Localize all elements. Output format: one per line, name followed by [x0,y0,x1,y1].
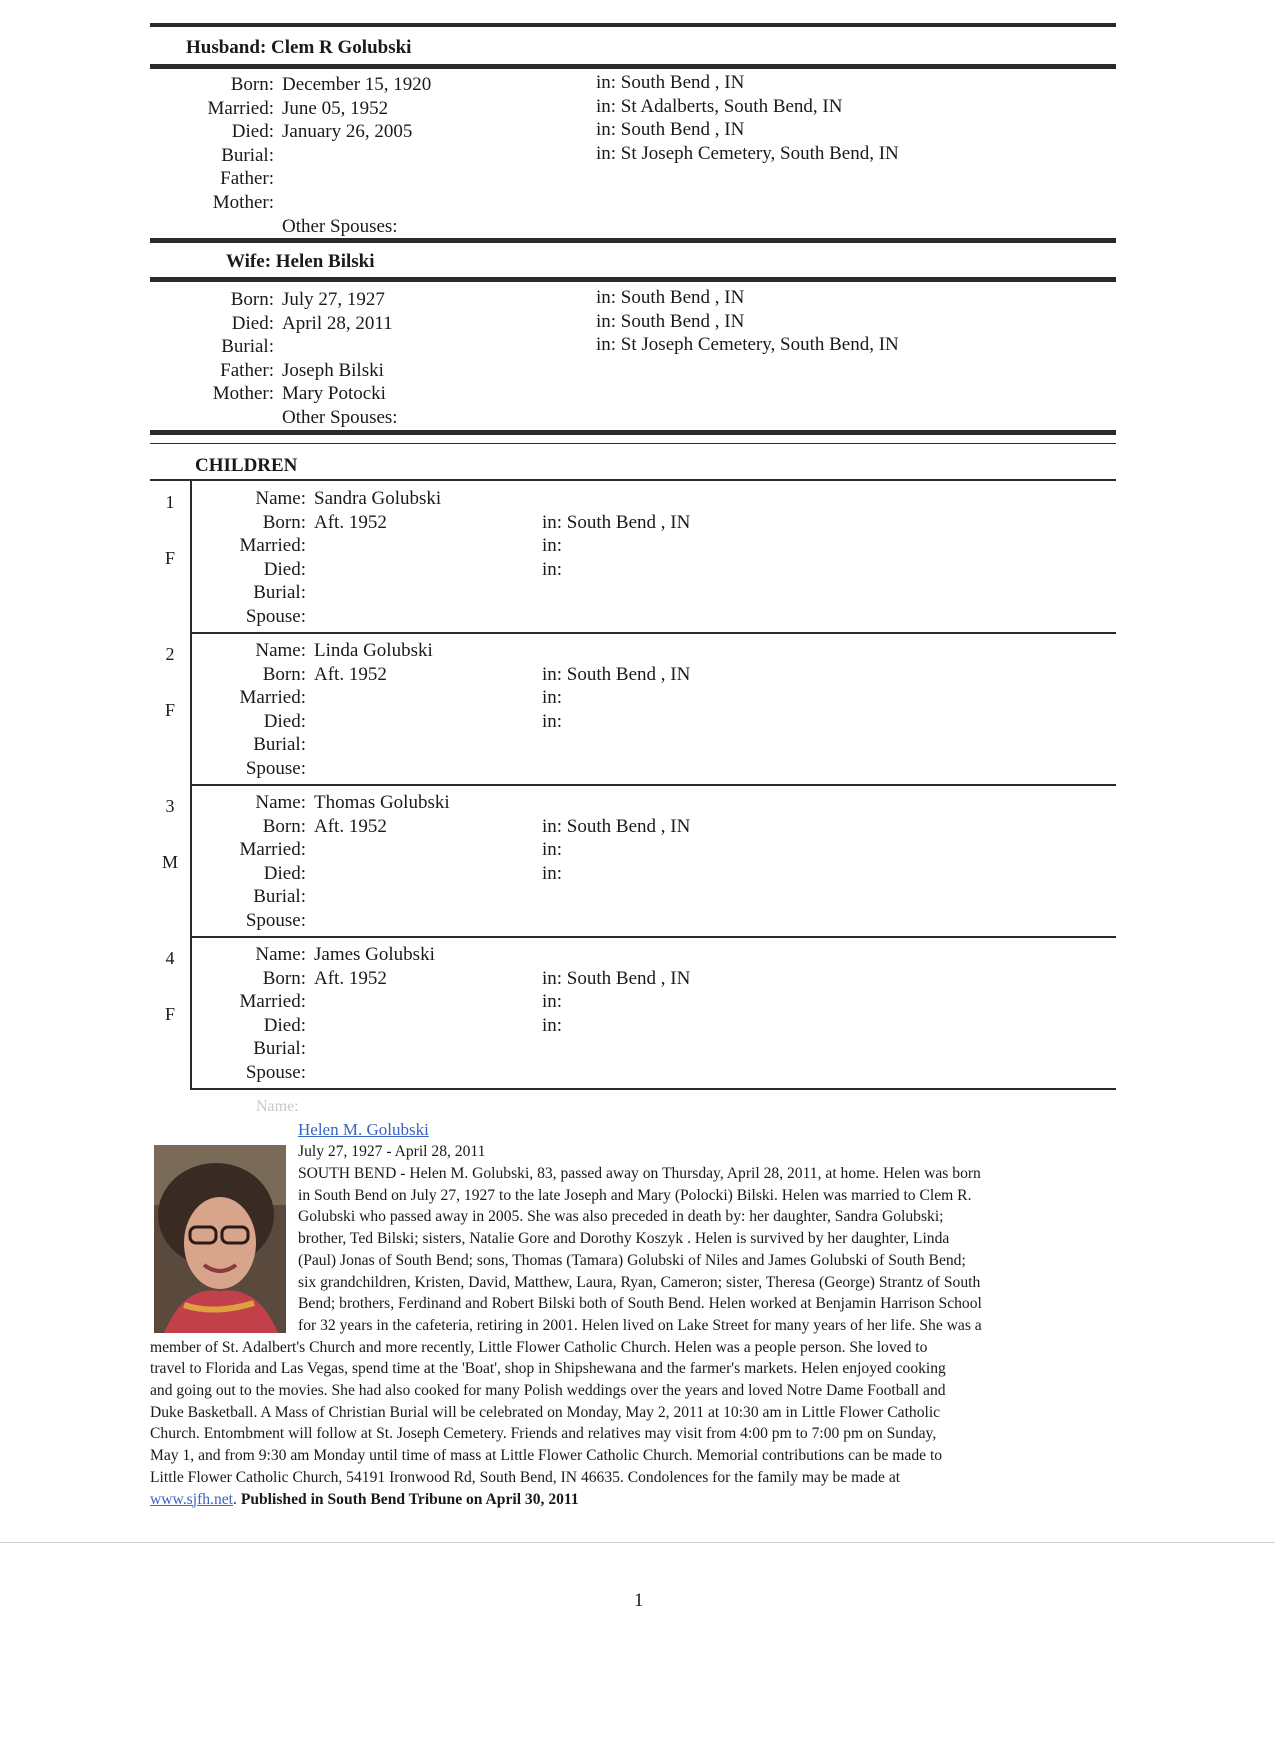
obituary-line: (Paul) Jonas of South Bend; sons, Thomas (Tamara) Golubski of Niles and James Golubski of South Bend; [298,1251,966,1269]
child-row-label: Married: [239,991,306,1013]
child-row-value: Linda Golubski [314,640,433,661]
child-row-label: Died: [263,710,306,732]
child-sex: M [161,852,178,872]
wife-row-label: Mother: [212,383,274,405]
wife-other-spouses: Other Spouses: [282,407,398,428]
husband-row-label: Mother: [212,192,274,213]
faint-bleed-text: Name: [256,1098,299,1115]
obituary-line: Little Flower Catholic Church, 54191 Ironwood Rd, South Bend, IN 46635. Condolences for the family may be made at [150,1468,901,1486]
obituary-line: Bend; brothers, Ferdinand and Robert Bilski both of South Bend. Helen worked at Benjamin Harrison School [298,1295,982,1313]
child-row-label: Died: [263,1014,306,1036]
child-row-value: Sandra Golubski [314,488,442,509]
child-row-place: in: [542,535,563,557]
children-top-rule [150,430,1116,435]
obituary-line: travel to Florida and Las Vegas, spend time at the 'Boat', shop in Shipshewana and the farmer's markets. Helen enjoyed cooking [150,1360,946,1378]
child-row-label: Burial: [253,734,306,756]
obituary-photo [154,1145,286,1333]
obituary-final-line [150,1489,579,1511]
child-row-label: Name: [255,640,306,661]
child-row-place: in: South Bend , IN [542,815,691,837]
child-number: 4 [165,948,175,968]
child-row-label: Married: [239,839,306,861]
child-row-place: in: [542,710,563,732]
husband-row-label: Married: [207,97,274,119]
child-row-label: Burial: [253,1038,306,1060]
children-heading: CHILDREN [195,455,298,476]
child-row-place: in: South Bend , IN [542,663,691,685]
wife-heading-label: Wife: [226,251,272,272]
child-row-value: Aft. 1952 [314,511,387,533]
child-sex: F [164,548,175,568]
child-sex: F [164,1004,175,1024]
child-row-value: Aft. 1952 [314,815,387,837]
husband-row-label: Died: [231,121,274,143]
wife-row-value: July 27, 1927 [282,289,385,310]
husband-heading [186,37,411,59]
wife-top-rule [150,238,1116,243]
page-number: 1 [634,1590,644,1611]
child-row-label: Burial: [253,886,306,908]
child-row-label: Name: [255,488,306,509]
child-row-label: Married: [239,687,306,709]
obituary-dates: July 27, 1927 - April 28, 2011 [298,1143,486,1160]
wife-row-value: Joseph Bilski [282,359,384,381]
wife-row-label: Father: [220,359,274,381]
child-row-place: in: [542,1014,563,1036]
wife-rule [150,277,1116,282]
funeral-home-link[interactable]: www.sjfh.net [150,1490,234,1508]
husband-row-value: June 05, 1952 [282,97,389,119]
child-row-label: Born: [262,663,306,685]
obituary-line: member of St. Adalbert's Church and more recently, Little Flower Catholic Church. Helen was a people person. She loved to [150,1338,928,1356]
child-number: 1 [165,492,175,512]
obituary-line: Duke Basketball. A Mass of Christian Burial will be celebrated on Monday, May 2, 2011 at 10:30 am in Little Flower Catholic [150,1403,941,1421]
obituary-line: SOUTH BEND - Helen M. Golubski, 83, passed away on Thursday, April 28, 2011, at home. Helen was born [298,1165,981,1182]
child-row-value: Aft. 1952 [314,967,387,989]
child-row-label: Spouse: [245,910,306,931]
wife-row-place: in: South Bend , IN [596,287,745,308]
wife-row-place: in: South Bend , IN [596,310,745,332]
husband-row-label: Father: [220,168,274,190]
child-sex: F [164,700,175,720]
wife-row-label: Born: [230,289,274,310]
husband-row-label: Born: [230,74,274,95]
obituary-line: and going out to the movies. She had also cooked for many Polish weddings over the years and loved Notre Dame Football and [150,1382,946,1399]
child-row-label: Born: [262,815,306,837]
child-row-label: Born: [262,967,306,989]
obituary-line: for 32 years in the cafeteria, retiring in 2001. Helen lived on Lake Street for many years of her life. She was a [298,1316,982,1334]
obituary-line: Golubski who passed away in 2005. She was also preceded in death by: her daughter, Sandra Golubski; [298,1208,944,1226]
obituary-line: brother, Ted Bilski; sisters, Natalie Gore and Dorothy Koszyk . Helen is survived by her daughter, Linda [298,1230,950,1248]
child-row-label: Name: [255,944,306,965]
wife-row-value: Mary Potocki [282,383,386,405]
child-separator-rule [190,784,1116,786]
child-row-place: in: [542,862,563,884]
husband-heading-label: Husband: [186,37,267,58]
obituary-title-link[interactable]: Helen M. Golubski [298,1120,429,1139]
child-row-value: James Golubski [314,944,435,965]
child-row-label: Married: [239,535,306,557]
wife-name: Helen Bilski [275,251,375,272]
child-row-label: Died: [263,558,306,580]
child-row-label: Name: [255,792,306,813]
husband-rule [150,64,1116,69]
portrait-icon [154,1145,286,1333]
child-row-label: Born: [262,511,306,533]
wife-row-value: April 28, 2011 [282,312,393,334]
wife-row-label: Burial: [221,336,274,358]
wife-row-place: in: St Joseph Cemetery, South Bend, IN [596,334,899,356]
child-separator-rule [190,632,1116,634]
child-row-label: Burial: [253,582,306,604]
child-row-place: in: [542,687,563,709]
published-note: Published in South Bend Tribune on April 30, 2011 [240,1490,579,1508]
obituary-line: May 1, and from 9:30 am Monday until time of mass at Little Flower Catholic Church. Memorial contributions can be made to [150,1447,943,1465]
child-row-place: in: [542,839,563,861]
child-row-value: Aft. 1952 [314,663,387,685]
husband-row-place: in: South Bend , IN [596,119,745,141]
top-rule [150,23,1116,27]
child-row-label: Spouse: [245,606,306,627]
child-number: 3 [165,796,175,816]
obituary-line: Church. Entombment will follow at St. Joseph Cemetery. Friends and relatives may visit from 4:00 pm to 7:00 pm on Sunday, [150,1425,937,1443]
child-row-label: Spouse: [245,758,306,779]
wife-heading [226,251,375,273]
child-row-place: in: South Bend , IN [542,511,691,533]
child-row-place: in: South Bend , IN [542,967,691,989]
child-separator-rule [190,936,1116,938]
obituary-line: in South Bend on July 27, 1927 to the late Joseph and Mary (Polocki) Bilski. Helen was married to Clem R. [298,1186,972,1204]
child-row-value: Thomas Golubski [314,792,450,813]
child-row-place: in: [542,558,563,580]
children-top-rule-thin [150,443,1116,444]
husband-row-value: December 15, 1920 [282,74,432,95]
obituary-line: six grandchildren, Kristen, David, Matthew, Laura, Ryan, Cameron; sister, Theresa (George) Strantz of South [298,1273,981,1291]
child-number: 2 [165,644,175,664]
husband-row-label: Burial: [221,144,274,166]
link-period: . [233,1490,241,1508]
husband-row-place: in: St Joseph Cemetery, South Bend, IN [596,142,899,164]
husband-row-place: in: South Bend , IN [596,72,745,93]
child-row-place: in: [542,991,563,1013]
child-separator-rule [190,1088,1116,1090]
husband-other-spouses: Other Spouses: [282,215,398,237]
husband-name: Clem R Golubski [271,37,412,58]
husband-row-place: in: St Adalberts, South Bend, IN [596,95,843,117]
scan-edge-line [0,1542,1275,1543]
child-row-label: Died: [263,862,306,884]
child-row-label: Spouse: [245,1062,306,1083]
children-heading-rule [150,479,1116,481]
wife-row-label: Died: [231,312,274,334]
husband-row-value: January 26, 2005 [282,121,413,143]
